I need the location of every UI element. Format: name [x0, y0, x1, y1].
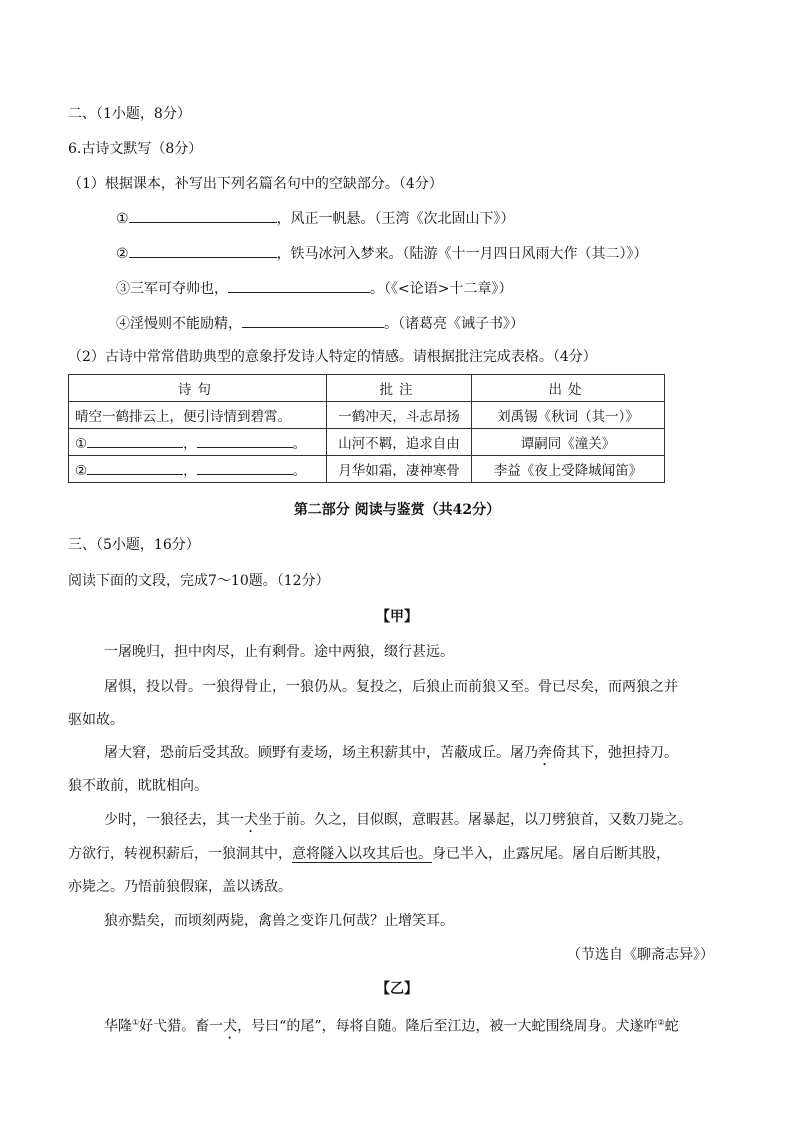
underlined-sentence: 意将隧入以攻其后也。	[292, 846, 432, 862]
passage-paragraph: 狼不敢前，眈眈相向。	[68, 778, 208, 794]
passage-paragraph	[104, 810, 692, 836]
answer-blank[interactable]	[129, 208, 277, 223]
fill-item-3	[116, 278, 512, 299]
item-text: 。（《<论语>十二章》）	[370, 281, 513, 297]
question-6-1-prompt: （1）根据课本，补写出下列名篇名句中的空缺部分。（4分）	[68, 176, 443, 192]
emphasized-char: 犬	[244, 812, 258, 828]
item-text: ④淫慢则不能励精，	[116, 316, 242, 332]
answer-blank[interactable]	[129, 243, 277, 258]
text-span: 方欲行，转视积薪后，一狼洞其中，	[68, 846, 292, 862]
comma: ，	[183, 436, 197, 452]
passage-paragraph: 狼亦黠矣，而顷刻两毙，禽兽之变诈几何哉？止增笑耳。	[104, 913, 454, 929]
answer-blank[interactable]	[87, 460, 183, 475]
answer-blank[interactable]	[242, 313, 384, 328]
column-header: 出处	[472, 375, 665, 402]
section-heading: 三、（5小题，16分）	[68, 537, 200, 553]
passage-yi-title: 【乙】	[376, 981, 418, 997]
period: 。	[292, 463, 307, 479]
verse-cell	[69, 429, 327, 456]
fill-item-4	[116, 313, 524, 334]
passage-paragraph: 驱如故。	[68, 712, 124, 728]
source-cell: 李益《夜上受降城闻笛》	[472, 456, 665, 483]
text-span: 坐于前。久之，目似瞑，意暇甚。屠暴起，以刀劈狼首，又数刀毙之。	[258, 812, 692, 828]
period: 。	[292, 436, 307, 452]
section-heading: 二、（1小题，8分）	[68, 106, 191, 122]
text-span: ，号曰“的尾”，每将自随。隆后至江边，被一大蛇围绕周身。犬遂咋	[237, 1018, 658, 1035]
answer-blank[interactable]	[87, 433, 183, 448]
table-row	[69, 429, 665, 456]
item-text: ，风正一帆悬。（王湾《次北固山下》）	[276, 211, 515, 227]
answer-blank[interactable]	[197, 433, 293, 448]
column-header: 诗句	[69, 375, 327, 402]
text-span: 华隆	[104, 1018, 132, 1035]
item-number: ①	[116, 211, 129, 227]
footnote-mark: ①	[132, 1018, 140, 1027]
source-cell: 刘禹锡《秋词（其一）》	[472, 402, 665, 429]
text-span: 倚其下，弛担持刀。	[552, 745, 678, 761]
item-text: 。（诸葛亮《诫子书》）	[384, 316, 524, 332]
question-6-2-prompt: （2）古诗中常常借助典型的意象抒发诗人特定的情感。请根据批注完成表格。（4分）	[68, 349, 597, 365]
table-header-row	[69, 375, 665, 402]
reading-instruction: 阅读下面的文段，完成7～10题。（12分）	[68, 573, 330, 589]
text-span: 屠大窘，恐前后受其敌。顾野有麦场，场主积薪其中，苫蔽成丘。屠乃	[104, 745, 538, 761]
part-title: 第二部分 阅读与鉴赏（共42分）	[293, 502, 501, 518]
passage-paragraph: 亦毙之。乃悟前狼假寐，盖以诱敌。	[68, 879, 292, 895]
verse-number: ②	[75, 463, 88, 479]
poem-table	[68, 374, 665, 483]
text-span: 好弋猎。畜一	[139, 1018, 224, 1035]
note-cell: 月华如霜，凄神寒骨	[327, 456, 472, 483]
column-header: 批注	[327, 375, 472, 402]
answer-blank[interactable]	[228, 278, 370, 293]
verse-cell: 晴空一鹤排云上，便引诗情到碧霄。	[69, 402, 327, 429]
item-text: ③三军可夺帅也，	[116, 281, 228, 297]
question-6-title: 6.古诗文默写（8分）	[68, 141, 203, 157]
passage-source: （节选自《聊斋志异》）	[567, 947, 714, 963]
emphasized-char: 犬	[223, 1018, 238, 1035]
passage-paragraph	[104, 743, 678, 769]
passage-paragraph	[104, 1013, 679, 1043]
passage-jia-title: 【甲】	[376, 609, 418, 625]
emphasized-char: 奔	[538, 745, 552, 761]
passage-paragraph	[68, 844, 670, 864]
text-span: 少时，一狼径去，其一	[104, 812, 244, 828]
item-number: ②	[116, 246, 129, 262]
note-cell: 山河不羁，追求自由	[327, 429, 472, 456]
footnote-mark: ②	[657, 1018, 665, 1027]
fill-item-2	[116, 243, 648, 264]
verse-cell	[69, 456, 327, 483]
text-span: 蛇	[664, 1018, 679, 1035]
item-text: ，铁马冰河入梦来。（陆游《十一月四日风雨大作（其二）》）	[276, 246, 648, 262]
passage-paragraph: 一屠晚归，担中肉尽，止有剩骨。途中两狼，缀行甚远。	[104, 644, 454, 660]
passage-paragraph: 屠惧，投以骨。一狼得骨止，一狼仍从。复投之，后狼止而前狼又至。骨已尽矣，而两狼之并	[104, 679, 678, 695]
answer-blank[interactable]	[197, 460, 293, 475]
comma: ，	[183, 463, 197, 479]
fill-item-1	[116, 208, 515, 229]
source-cell: 谭嗣同《潼关》	[472, 429, 665, 456]
verse-number: ①	[75, 436, 88, 452]
note-cell: 一鹤冲天，斗志昂扬	[327, 402, 472, 429]
table-row	[69, 456, 665, 483]
table-row	[69, 402, 665, 429]
text-span: 身已半入，止露尻尾。屠自后断其股，	[432, 846, 670, 862]
